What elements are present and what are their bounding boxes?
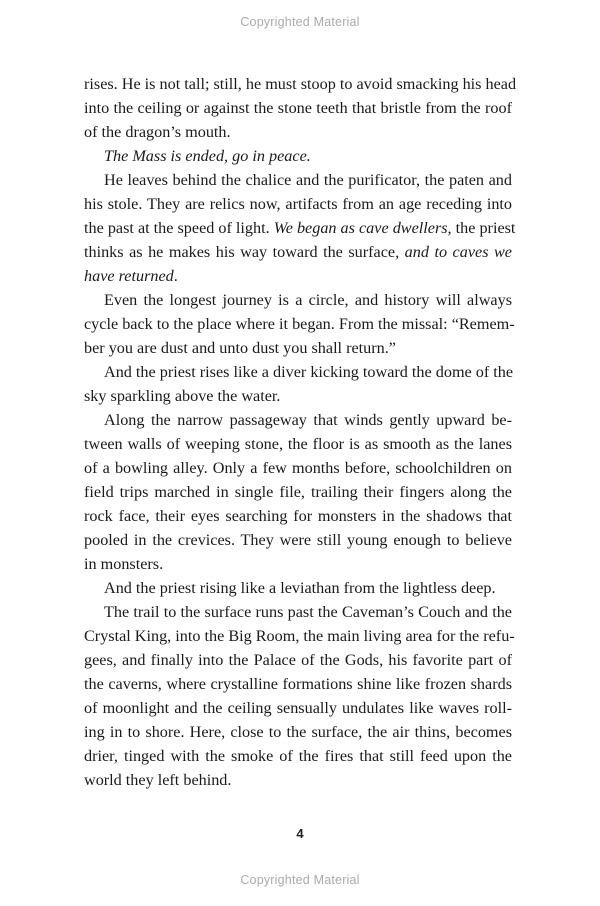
text-line bbox=[84, 480, 512, 504]
text-line bbox=[84, 744, 512, 768]
text-run: tween walls of weeping stone, the floor is as smooth as the lanes bbox=[84, 435, 512, 453]
text-line bbox=[84, 432, 512, 456]
text-line bbox=[84, 72, 517, 96]
paragraph bbox=[84, 576, 512, 600]
text-run: rock face, their eyes searching for monsters in the shadows that bbox=[84, 507, 512, 525]
text-line bbox=[84, 408, 512, 432]
text-run: Crystal King, into the Big Room, the main living area for the refu- bbox=[84, 627, 515, 645]
text-run: . bbox=[173, 267, 178, 285]
italic-run: and to caves we bbox=[404, 243, 512, 261]
text-run: ing in to shore. Here, close to the surface, the air thins, becomes bbox=[84, 723, 512, 741]
text-line bbox=[84, 168, 512, 192]
paragraph bbox=[84, 288, 515, 360]
text-run: The trail to the surface runs past the Caveman’s Couch and the bbox=[104, 603, 512, 621]
text-line bbox=[84, 576, 512, 600]
text-line bbox=[84, 384, 512, 408]
text-line bbox=[84, 720, 512, 744]
paragraph bbox=[84, 360, 512, 408]
paragraph bbox=[84, 144, 512, 168]
text-run: of the dragon’s mouth. bbox=[84, 123, 231, 141]
text-run: Along the narrow passageway that winds gently upward be- bbox=[104, 411, 512, 429]
text-line bbox=[84, 336, 512, 360]
paragraph bbox=[84, 72, 517, 144]
paragraph bbox=[84, 408, 512, 576]
text-line bbox=[84, 456, 512, 480]
text-line bbox=[84, 144, 512, 168]
text-line bbox=[84, 96, 512, 120]
text-run: drier, tinged with the smoke of the fires that still feed upon the bbox=[84, 747, 512, 765]
text-run: thinks as he makes his way toward the surface, bbox=[84, 243, 405, 261]
text-line bbox=[84, 120, 512, 144]
text-run: And the priest rising like a leviathan from the lightless deep. bbox=[104, 579, 496, 597]
text-run: cycle back to the place where it began. From the missal: “Remem- bbox=[84, 315, 515, 333]
text-line bbox=[84, 768, 512, 792]
text-run: field trips marched in single file, trailing their fingers along the bbox=[84, 483, 512, 501]
text-line bbox=[84, 648, 512, 672]
text-line bbox=[84, 216, 516, 240]
text-run: rises. He is not tall; still, he must stoop to avoid smacking his head bbox=[84, 75, 517, 93]
text-line bbox=[84, 240, 512, 264]
text-run: pooled in the crevices. They were still young enough to believe bbox=[84, 531, 512, 549]
italic-run: have returned bbox=[84, 267, 174, 285]
text-run: world they left behind. bbox=[84, 771, 232, 789]
text-run: the caverns, where crystalline formations shine like frozen shards bbox=[84, 675, 512, 693]
text-run: And the priest rises like a diver kicking toward the dome of the bbox=[104, 363, 514, 381]
text-line bbox=[84, 528, 512, 552]
text-run: sky sparkling above the water. bbox=[84, 387, 281, 405]
text-run: the past at the speed of light. bbox=[84, 219, 274, 237]
text-line bbox=[84, 600, 512, 624]
italic-run: The Mass is ended, go in peace. bbox=[104, 147, 311, 165]
text-run: of a bowling alley. Only a few months before, schoolchildren on bbox=[84, 459, 512, 477]
text-run: Even the longest journey is a circle, and history will always bbox=[104, 291, 512, 309]
text-line bbox=[84, 552, 512, 576]
text-line bbox=[84, 360, 512, 384]
text-line bbox=[84, 192, 512, 216]
text-run: He leaves behind the chalice and the purificator, the paten and bbox=[104, 171, 512, 189]
text-run: of moonlight and the ceiling sensually undulates like waves roll- bbox=[84, 699, 512, 717]
text-run: in monsters. bbox=[84, 555, 164, 573]
page-number: 4 bbox=[296, 826, 304, 841]
text-run: ber you are dust and unto dust you shall return.” bbox=[84, 339, 396, 357]
text-line bbox=[84, 624, 515, 648]
watermark-bottom: Copyrighted Material bbox=[240, 873, 360, 887]
text-line bbox=[84, 504, 512, 528]
text-run: the priest bbox=[451, 219, 516, 237]
text-run: his stole. They are relics now, artifacts from an age receding into bbox=[84, 195, 512, 213]
paragraph bbox=[84, 168, 516, 288]
paragraph bbox=[84, 600, 515, 792]
text-line bbox=[84, 312, 515, 336]
text-line bbox=[84, 696, 512, 720]
body-text bbox=[84, 72, 517, 792]
text-line bbox=[84, 288, 512, 312]
italic-run: We began as cave dwellers, bbox=[273, 219, 452, 237]
text-run: into the ceiling or against the stone teeth that bristle from the roof bbox=[84, 99, 512, 117]
text-line bbox=[84, 672, 512, 696]
watermark-top: Copyrighted Material bbox=[240, 15, 360, 29]
text-run: gees, and finally into the Palace of the Gods, his favorite part of bbox=[84, 651, 512, 669]
text-line bbox=[84, 264, 512, 288]
